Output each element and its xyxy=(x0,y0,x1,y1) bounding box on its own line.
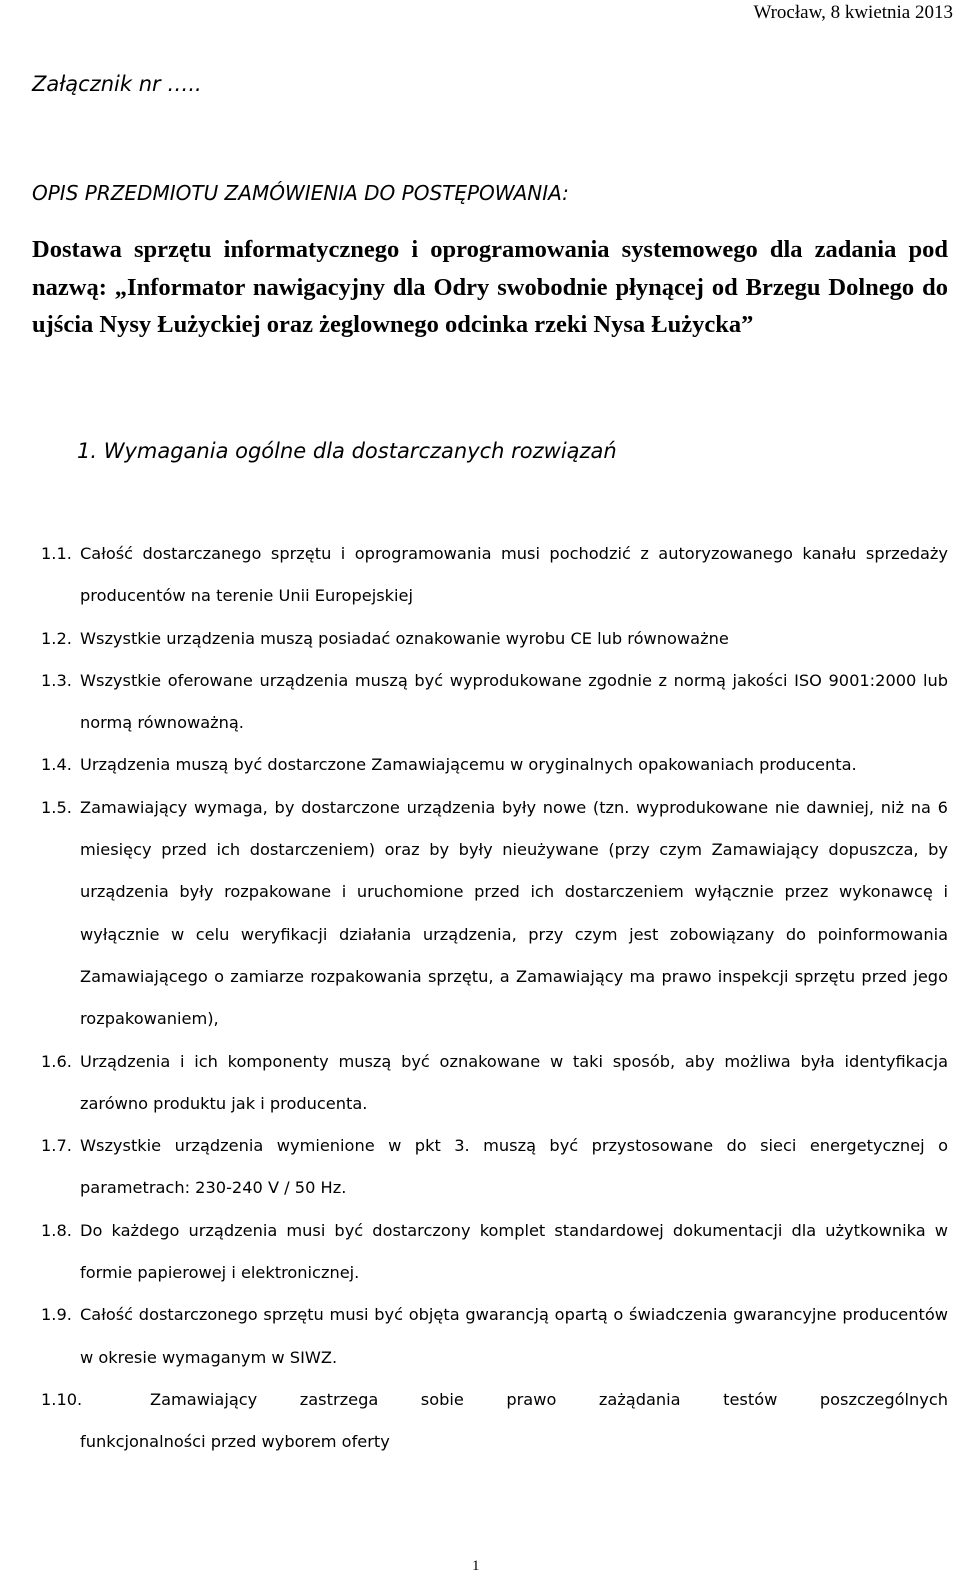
requirement-text: Do każdego urządzenia musi być dostarczony komplet standardowej dokumentacji dla użytkownika w formie papierowej i elektronicznej. xyxy=(80,1220,948,1283)
requirement-text: Zamawiający zastrzega sobie prawo zażądania testów poszczególnych xyxy=(150,1389,948,1409)
requirement-item xyxy=(41,660,948,745)
page-number: 1 xyxy=(472,1558,480,1574)
requirement-text: Wszystkie urządzenia wymienione w pkt 3. muszą być przystosowane do sieci energetycznej o parametrach: 230-240 V / 50 Hz. xyxy=(80,1136,948,1198)
requirement-item xyxy=(41,1379,948,1464)
requirement-item xyxy=(41,1294,948,1379)
subject-label: OPIS PRZEDMIOTU ZAMÓWIENIA DO POSTĘPOWANIA: xyxy=(32,181,569,205)
requirement-item xyxy=(41,787,948,1041)
requirement-text: Urządzenia i ich komponenty muszą być oznakowane w taki sposób, aby możliwa była identyfikacja zarówno produktu jak i producenta. xyxy=(80,1051,948,1113)
requirement-number: 1.1. xyxy=(41,544,72,563)
requirement-text: Zamawiający wymaga, by dostarczone urządzenia były nowe (tzn. wyprodukowane nie dawniej, niż na 6 miesięcy przed ich dostarczeniem) oraz by były nieużywane (przy czym Zamawiający dopuszcza, by urządzenia były rozpakowane i uruchomione przed ich dostarczeniem wyłącznie przez wykonawcę i wyłącznie w celu weryfikacji działania urządzenia, przy czym jest zobowiązany do poinformowania Zamawiającego o zamiarze rozpakowania sprzętu, a Zamawiający ma prawo inspekcji sprzętu przed jego rozpakowaniem), xyxy=(80,797,948,1029)
requirement-text: Całość dostarczanego sprzętu i oprogramowania musi pochodzić z autoryzowanego kanału sprzedaży producentów na terenie Unii Europejskiej xyxy=(80,544,948,606)
requirement-item xyxy=(41,533,948,618)
requirement-text: Wszystkie oferowane urządzenia muszą być wyprodukowane zgodnie z normą jakości ISO 9001:2000 lub normą równoważną. xyxy=(80,670,948,733)
requirement-number: 1.8. xyxy=(41,1220,72,1240)
requirement-item xyxy=(41,1210,948,1295)
document-date: Wrocław, 8 kwietnia 2013 xyxy=(753,2,953,23)
section-heading: 1. Wymagania ogólne dla dostarczanych rozwiązań xyxy=(77,439,617,463)
requirement-number: 1.6. xyxy=(41,1051,72,1071)
requirement-number: 1.7. xyxy=(41,1136,72,1156)
requirement-number: 1.9. xyxy=(41,1305,72,1325)
requirement-text: Całość dostarczonego sprzętu musi być objęta gwarancją opartą o świadczenia gwarancyjne producentów w okresie wymaganym w SIWZ. xyxy=(80,1305,948,1367)
requirement-number: 1.4. xyxy=(41,755,72,775)
requirement-item xyxy=(41,1125,948,1210)
requirement-text-continued: funkcjonalności przed wyborem oferty xyxy=(80,1432,390,1452)
requirement-number: 1.2. xyxy=(41,628,72,648)
requirement-number: 1.5. xyxy=(41,797,72,817)
requirement-item xyxy=(41,1041,948,1126)
requirement-item xyxy=(41,744,948,786)
requirements-list xyxy=(41,533,948,1464)
requirement-item xyxy=(41,618,948,660)
requirement-number: 1.3. xyxy=(41,670,72,690)
annex-label: Załącznik nr ….. xyxy=(32,72,202,96)
requirement-text: Wszystkie urządzenia muszą posiadać oznakowanie wyrobu CE lub równoważne xyxy=(80,628,729,648)
requirement-number: 1.10. xyxy=(41,1389,83,1409)
document-title: Dostawa sprzętu informatycznego i oprogramowania systemowego dla zadania pod nazwą: „Informator nawigacyjny dla Odry swobodnie płynącej od Brzegu Dolnego do ujścia Nysy Łużyckiej oraz żeglownego odcinka rzeki Nysa Łużycka” xyxy=(32,236,948,338)
requirement-text: Urządzenia muszą być dostarczone Zamawiającemu w oryginalnych opakowaniach producenta. xyxy=(80,755,857,775)
